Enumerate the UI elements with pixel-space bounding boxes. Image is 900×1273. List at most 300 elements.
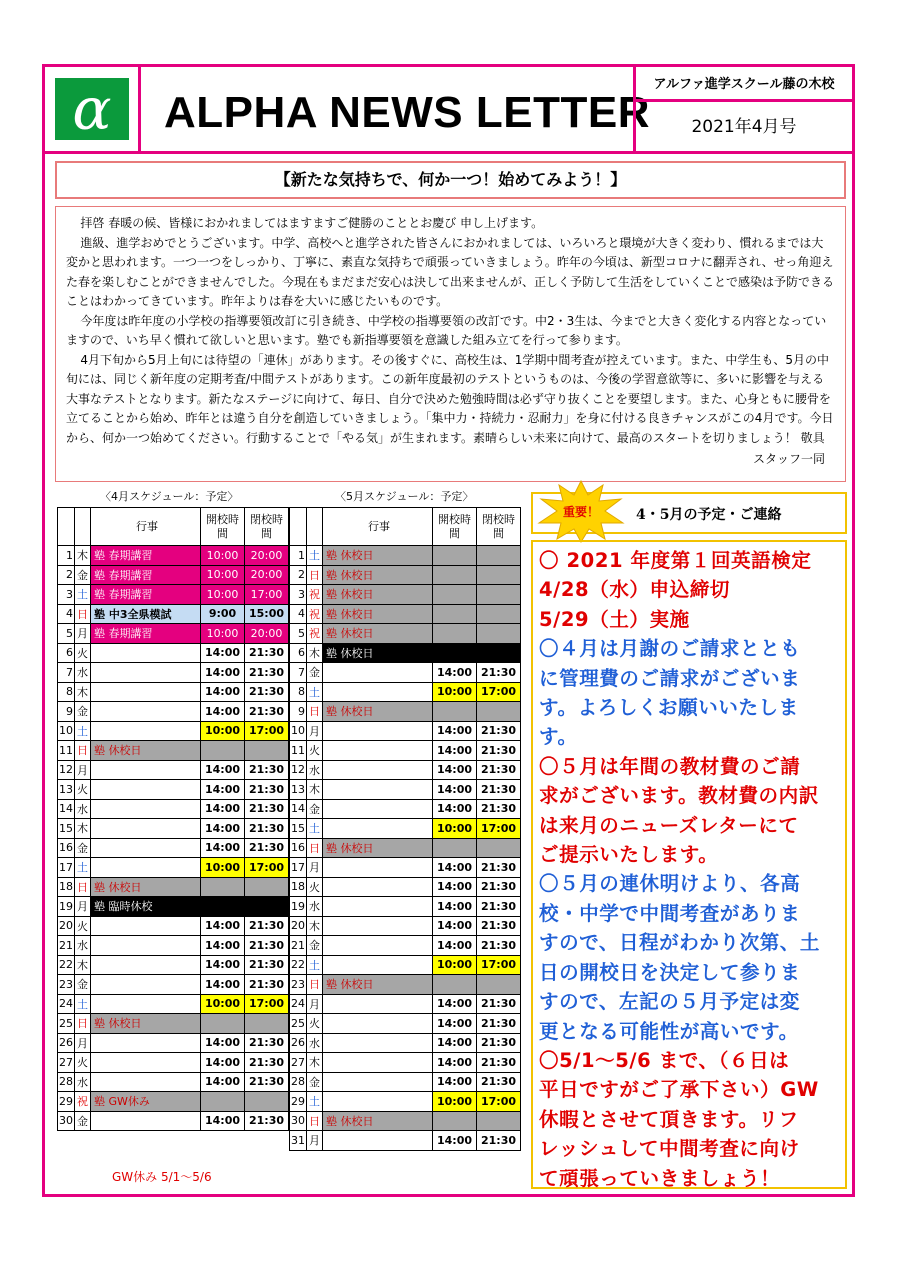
notice-line: す。よろしくお願いいたしま [539,696,799,720]
event-text [323,897,433,917]
schedule-row [290,877,521,897]
schedule-row [290,741,521,761]
notice-line: 校・中学で中間考査がありま [539,901,801,925]
event-text [323,916,433,936]
day-number: 12 [58,760,75,780]
schedule-row [58,994,289,1014]
weekday: 木 [307,916,323,936]
close-time: 17:00 [477,682,521,702]
close-time: 21:30 [245,1053,289,1073]
schedule-row [290,1053,521,1073]
day-number: 13 [58,780,75,800]
close-time: 21:30 [477,877,521,897]
weekday: 土 [75,721,91,741]
open-time: 10:00 [201,624,245,644]
event-text [323,955,433,975]
schedule-row [290,643,521,663]
weekday: 祝 [307,604,323,624]
close-time: 17:00 [477,1092,521,1112]
close-time: 21:30 [245,955,289,975]
schedule-row [58,702,289,722]
close-time: 21:30 [245,702,289,722]
weekday: 火 [75,1053,91,1073]
weekday: 木 [75,955,91,975]
schedule-row [290,721,521,741]
open-time: 14:00 [201,663,245,683]
day-number: 15 [290,819,307,839]
event-text: 塾 休校日 [323,838,433,858]
schedule-row [290,916,521,936]
close-time: 17:00 [477,819,521,839]
open-time: 14:00 [433,1014,477,1034]
open-time: 10:00 [201,585,245,605]
day-number: 14 [58,799,75,819]
event-text [323,721,433,741]
letter-signature: スタッフ一同 [752,451,825,466]
open-time: 14:00 [201,1033,245,1053]
event-text [91,994,201,1014]
weekday: 土 [75,994,91,1014]
day-number: 22 [58,955,75,975]
schedule-row [58,721,289,741]
close-time: 21:30 [477,1072,521,1092]
weekday: 月 [307,1131,323,1151]
schedule-row [58,1072,289,1092]
day-number: 18 [290,877,307,897]
day-number: 2 [290,565,307,585]
schedule-row [58,955,289,975]
schedule-row [58,916,289,936]
schedule-row [290,702,521,722]
day-number: 13 [290,780,307,800]
close-time: 21:30 [477,1131,521,1151]
weekday: 月 [75,897,91,917]
day-number: 16 [290,838,307,858]
day-number: 14 [290,799,307,819]
event-text: 塾 休校日 [323,585,433,605]
weekday: 金 [75,702,91,722]
schedule-row [58,624,289,644]
event-text: 塾 休校日 [91,1014,201,1034]
day-number: 8 [290,682,307,702]
weekday: 木 [75,546,91,566]
close-time: 17:00 [245,994,289,1014]
weekday: 水 [75,663,91,683]
schedule-row [58,1014,289,1034]
schedule-row [290,819,521,839]
open-time: 14:00 [201,702,245,722]
schedule-row [290,1131,521,1151]
open-time [201,897,245,917]
day-number: 26 [290,1033,307,1053]
open-time [433,565,477,585]
event-text [323,1092,433,1112]
weekday: 祝 [75,1092,91,1112]
open-time [201,1014,245,1034]
day-number: 3 [290,585,307,605]
schedule-row [290,1014,521,1034]
open-time: 14:00 [201,780,245,800]
day-number: 9 [290,702,307,722]
event-text [323,663,433,683]
day-number: 29 [58,1092,75,1112]
event-text [91,955,201,975]
notice-line: すので、左記の５月予定は変 [539,990,800,1014]
schedule-row [290,955,521,975]
close-time [477,702,521,722]
weekday: 金 [75,1111,91,1131]
day-number: 15 [58,819,75,839]
weekday: 日 [307,1111,323,1131]
weekday: 金 [75,975,91,995]
schedule-row [58,838,289,858]
event-text: 塾 中3全県模試 [91,604,201,624]
close-time: 21:30 [245,838,289,858]
day-number: 5 [290,624,307,644]
close-time: 17:00 [245,858,289,878]
weekday: 月 [75,760,91,780]
schedule-row [58,877,289,897]
open-time [433,546,477,566]
event-text [323,780,433,800]
weekday: 日 [307,702,323,722]
weekday: 火 [307,741,323,761]
event-text: 塾 休校日 [323,1111,433,1131]
event-text [91,936,201,956]
day-number: 4 [290,604,307,624]
open-time: 14:00 [433,877,477,897]
schedule-row [58,1033,289,1053]
schedule-row [58,741,289,761]
day-number: 21 [290,936,307,956]
open-time: 10:00 [201,546,245,566]
event-text [323,994,433,1014]
weekday: 日 [75,1014,91,1034]
open-time: 14:00 [201,955,245,975]
close-time: 17:00 [477,955,521,975]
notice-line: 平日ですがご了承下さい）GW [539,1078,819,1102]
close-time: 17:00 [245,721,289,741]
event-text: 塾 休校日 [323,702,433,722]
day-number: 11 [290,741,307,761]
event-text [91,702,201,722]
notice-line: レッシュして中間考査に向け [539,1137,800,1161]
open-time: 14:00 [201,643,245,663]
open-time: 10:00 [201,565,245,585]
close-time [477,975,521,995]
notice-line: て頑張っていきましょう！ [539,1166,781,1190]
schedule-row [290,565,521,585]
weekday: 火 [75,780,91,800]
close-time [477,624,521,644]
event-text [91,1111,201,1131]
open-time: 10:00 [433,1092,477,1112]
open-time: 14:00 [433,741,477,761]
close-time [245,741,289,761]
close-time: 21:30 [245,916,289,936]
event-text [91,721,201,741]
event-text: 塾 休校日 [323,624,433,644]
close-time: 21:30 [477,663,521,683]
weekday: 木 [75,682,91,702]
day-number: 30 [290,1111,307,1131]
open-time-header: 開校時間 [433,508,477,546]
weekday: 日 [75,604,91,624]
open-time: 14:00 [433,916,477,936]
open-time [433,585,477,605]
weekday: 木 [307,643,323,663]
day-number: 20 [290,916,307,936]
weekday: 月 [307,994,323,1014]
open-time: 14:00 [201,936,245,956]
close-time [477,585,521,605]
event-text [91,858,201,878]
close-time: 21:30 [477,780,521,800]
day-number: 21 [58,936,75,956]
weekday: 金 [307,936,323,956]
schedule-row [58,663,289,683]
weekday: 月 [307,721,323,741]
weekday: 祝 [307,585,323,605]
open-time [201,877,245,897]
weekday: 日 [75,741,91,761]
close-time-header: 閉校時間 [477,508,521,546]
close-time: 21:30 [245,1072,289,1092]
event-header: 行事 [323,508,433,546]
open-time: 10:00 [433,819,477,839]
close-time [477,604,521,624]
notice-title: 4・5月の予定・ご連絡 [636,507,782,523]
day-number-header [58,508,75,546]
schedule-row [290,1092,521,1112]
event-text: 塾 休校日 [91,877,201,897]
day-number: 28 [290,1072,307,1092]
schedule-row [290,975,521,995]
weekday: 日 [307,565,323,585]
close-time: 21:30 [245,780,289,800]
greeting-letter [55,206,846,482]
day-number: 26 [58,1033,75,1053]
weekday: 火 [307,1014,323,1034]
close-time: 21:30 [477,760,521,780]
weekday: 金 [307,799,323,819]
day-number: 20 [58,916,75,936]
day-number: 7 [290,663,307,683]
day-number: 24 [290,994,307,1014]
open-time: 10:00 [201,994,245,1014]
close-time: 21:30 [245,975,289,995]
open-time [433,1111,477,1131]
schedule-row [290,604,521,624]
close-time [245,897,289,917]
open-time: 14:00 [433,936,477,956]
newsletter-title: ALPHA NEWS LETTER [164,88,650,137]
schedule-row [290,838,521,858]
weekday: 火 [75,643,91,663]
event-text [91,643,201,663]
schedule-row [290,682,521,702]
event-text: 塾 春期講習 [91,624,201,644]
schedule-row [58,760,289,780]
close-time: 17:00 [245,585,289,605]
schedule-row [290,585,521,605]
weekday: 木 [307,1053,323,1073]
close-time: 20:00 [245,546,289,566]
open-time: 14:00 [201,975,245,995]
open-time: 14:00 [433,1053,477,1073]
open-time: 14:00 [433,1033,477,1053]
event-text [323,799,433,819]
event-text: 塾 GW休み [91,1092,201,1112]
weekday: 土 [307,1092,323,1112]
close-time: 20:00 [245,565,289,585]
close-time: 21:30 [245,643,289,663]
event-text [323,1131,433,1151]
weekday: 土 [307,546,323,566]
schedule-row [290,1033,521,1053]
event-text: 塾 休校日 [323,546,433,566]
open-time: 14:00 [433,994,477,1014]
day-number: 19 [290,897,307,917]
close-time: 21:30 [477,858,521,878]
day-number: 25 [290,1014,307,1034]
schedule-row [290,897,521,917]
close-time: 21:30 [477,799,521,819]
open-time: 14:00 [201,799,245,819]
schedule-header-row [58,508,289,546]
open-time: 10:00 [201,858,245,878]
weekday: 月 [75,624,91,644]
open-time: 14:00 [433,897,477,917]
notice-line: 更となる可能性が高いです。 [539,1019,799,1043]
event-text [91,838,201,858]
day-number: 1 [290,546,307,566]
notice-line: 〇５月の連休明けより、各高 [539,872,801,896]
notice-body [531,540,847,1189]
day-number: 18 [58,877,75,897]
close-time: 21:30 [245,936,289,956]
weekday: 水 [307,1033,323,1053]
schedule-row [58,585,289,605]
open-time: 14:00 [201,838,245,858]
notice-line: は来月のニューズレターにて [539,813,799,837]
open-time: 10:00 [433,682,477,702]
day-number: 27 [58,1053,75,1073]
event-text: 塾 春期講習 [91,546,201,566]
close-time: 21:30 [477,1033,521,1053]
event-text [323,760,433,780]
day-number: 23 [58,975,75,995]
day-number: 22 [290,955,307,975]
day-number: 2 [58,565,75,585]
close-time: 21:30 [245,1111,289,1131]
open-time-header: 開校時間 [201,508,245,546]
notice-line: 休暇とさせて頂きます。リフ [539,1107,799,1131]
weekday: 月 [75,1033,91,1053]
day-number: 16 [58,838,75,858]
weekday: 火 [75,916,91,936]
event-text: 塾 臨時休校 [91,897,201,917]
weekday: 金 [75,565,91,585]
open-time: 14:00 [433,799,477,819]
weekday: 日 [75,877,91,897]
day-number: 5 [58,624,75,644]
event-text [91,1053,201,1073]
schedule-row [58,780,289,800]
letter-paragraph: 進級、進学おめでとうございます。中学、高校へと進学された皆さんにおかれましては、いろいろと環境が大きく変わり、慣れるまでは大変かと思われます。一つ一つをしっかり、丁寧に、素直な気持ちで頑張っていきましょう。昨年の今頃は、新型コロナに翻弄され、せっ角迎えた春を楽しむことができませんでした。今現在もまだまだ安心は決して出来ませんが、正しく予防して生活をしていくことで感染は予防できることはわかってきています。昨年よりは春を大いに感じたいものです。 [66,235,835,308]
weekday: 水 [307,760,323,780]
weekday-header [75,508,91,546]
letter-paragraph: 拝啓 春暖の候、皆様におかれましてはますますご健勝のこととお慶び 申し上げます。 [80,216,544,230]
day-number: 6 [58,643,75,663]
close-time [245,1092,289,1112]
close-time: 21:30 [477,1014,521,1034]
event-text [91,663,201,683]
alpha-logo: α [55,78,129,140]
notice-line: 求がございます。教材費の内訳 [539,784,819,808]
weekday-header [307,508,323,546]
close-time: 21:30 [477,1053,521,1073]
notice-line: 5/29（土）実施 [539,607,690,631]
day-number-header [290,508,307,546]
april-schedule-table [57,507,289,1131]
close-time [477,1111,521,1131]
open-time: 14:00 [201,1053,245,1073]
open-time [433,702,477,722]
close-time: 21:30 [245,760,289,780]
schedule-row [58,604,289,624]
open-time: 9:00 [201,604,245,624]
event-text [91,1033,201,1053]
open-time [201,741,245,761]
open-time: 14:00 [433,780,477,800]
event-header: 行事 [91,508,201,546]
weekday: 水 [307,897,323,917]
day-number: 1 [58,546,75,566]
open-time: 14:00 [433,858,477,878]
notice-line: 〇5/1～5/6 まで、（６日は [539,1048,790,1072]
day-number: 3 [58,585,75,605]
day-number: 25 [58,1014,75,1034]
event-text [91,682,201,702]
weekday: 水 [75,799,91,819]
close-time [477,565,521,585]
close-time: 21:30 [477,916,521,936]
weekday: 土 [307,955,323,975]
schedule-row [58,1092,289,1112]
notice-line: すので、日程がわかり次第、土 [539,931,821,955]
close-time: 21:30 [245,663,289,683]
close-time [477,838,521,858]
event-text [91,819,201,839]
letter-paragraph: 4月下旬から5月上旬には待望の「連休」があります。その後すぐに、高校生は、1学期中間考査が控えています。また、中学生も、5月の中旬には、同じく新年度の定期考査/中間テストがあります。この新年度最初のテストというものは、今後の学習意欲等に、多いに影響を与える大事なテストとなります。新たなステージに向けて、毎日、自分で決めた勉強時間は必ず守り抜くことを要望します。また、心身ともに腰骨を立てることから始め、昨年とは違う自分を創造していきましょう。「集中力・持続力・忍耐力」を身に付ける良きチャンスがこの4月です。今日から、何か一つ始めてください。行動することで「やる気」が生まれます。素晴らしい未来に向けて、最高のスタートを切りましょう！ 敬具 [66,352,834,445]
day-number: 29 [290,1092,307,1112]
event-text [323,1014,433,1034]
schedule-row [58,799,289,819]
close-time [245,1014,289,1034]
open-time [433,624,477,644]
weekday: 木 [307,780,323,800]
schedule-row [290,1072,521,1092]
close-time [477,643,521,663]
day-number: 17 [290,858,307,878]
event-text: 塾 休校日 [323,643,433,663]
event-text [323,1033,433,1053]
day-number: 27 [290,1053,307,1073]
day-number: 10 [290,721,307,741]
open-time: 14:00 [433,760,477,780]
event-text: 塾 春期講習 [91,565,201,585]
